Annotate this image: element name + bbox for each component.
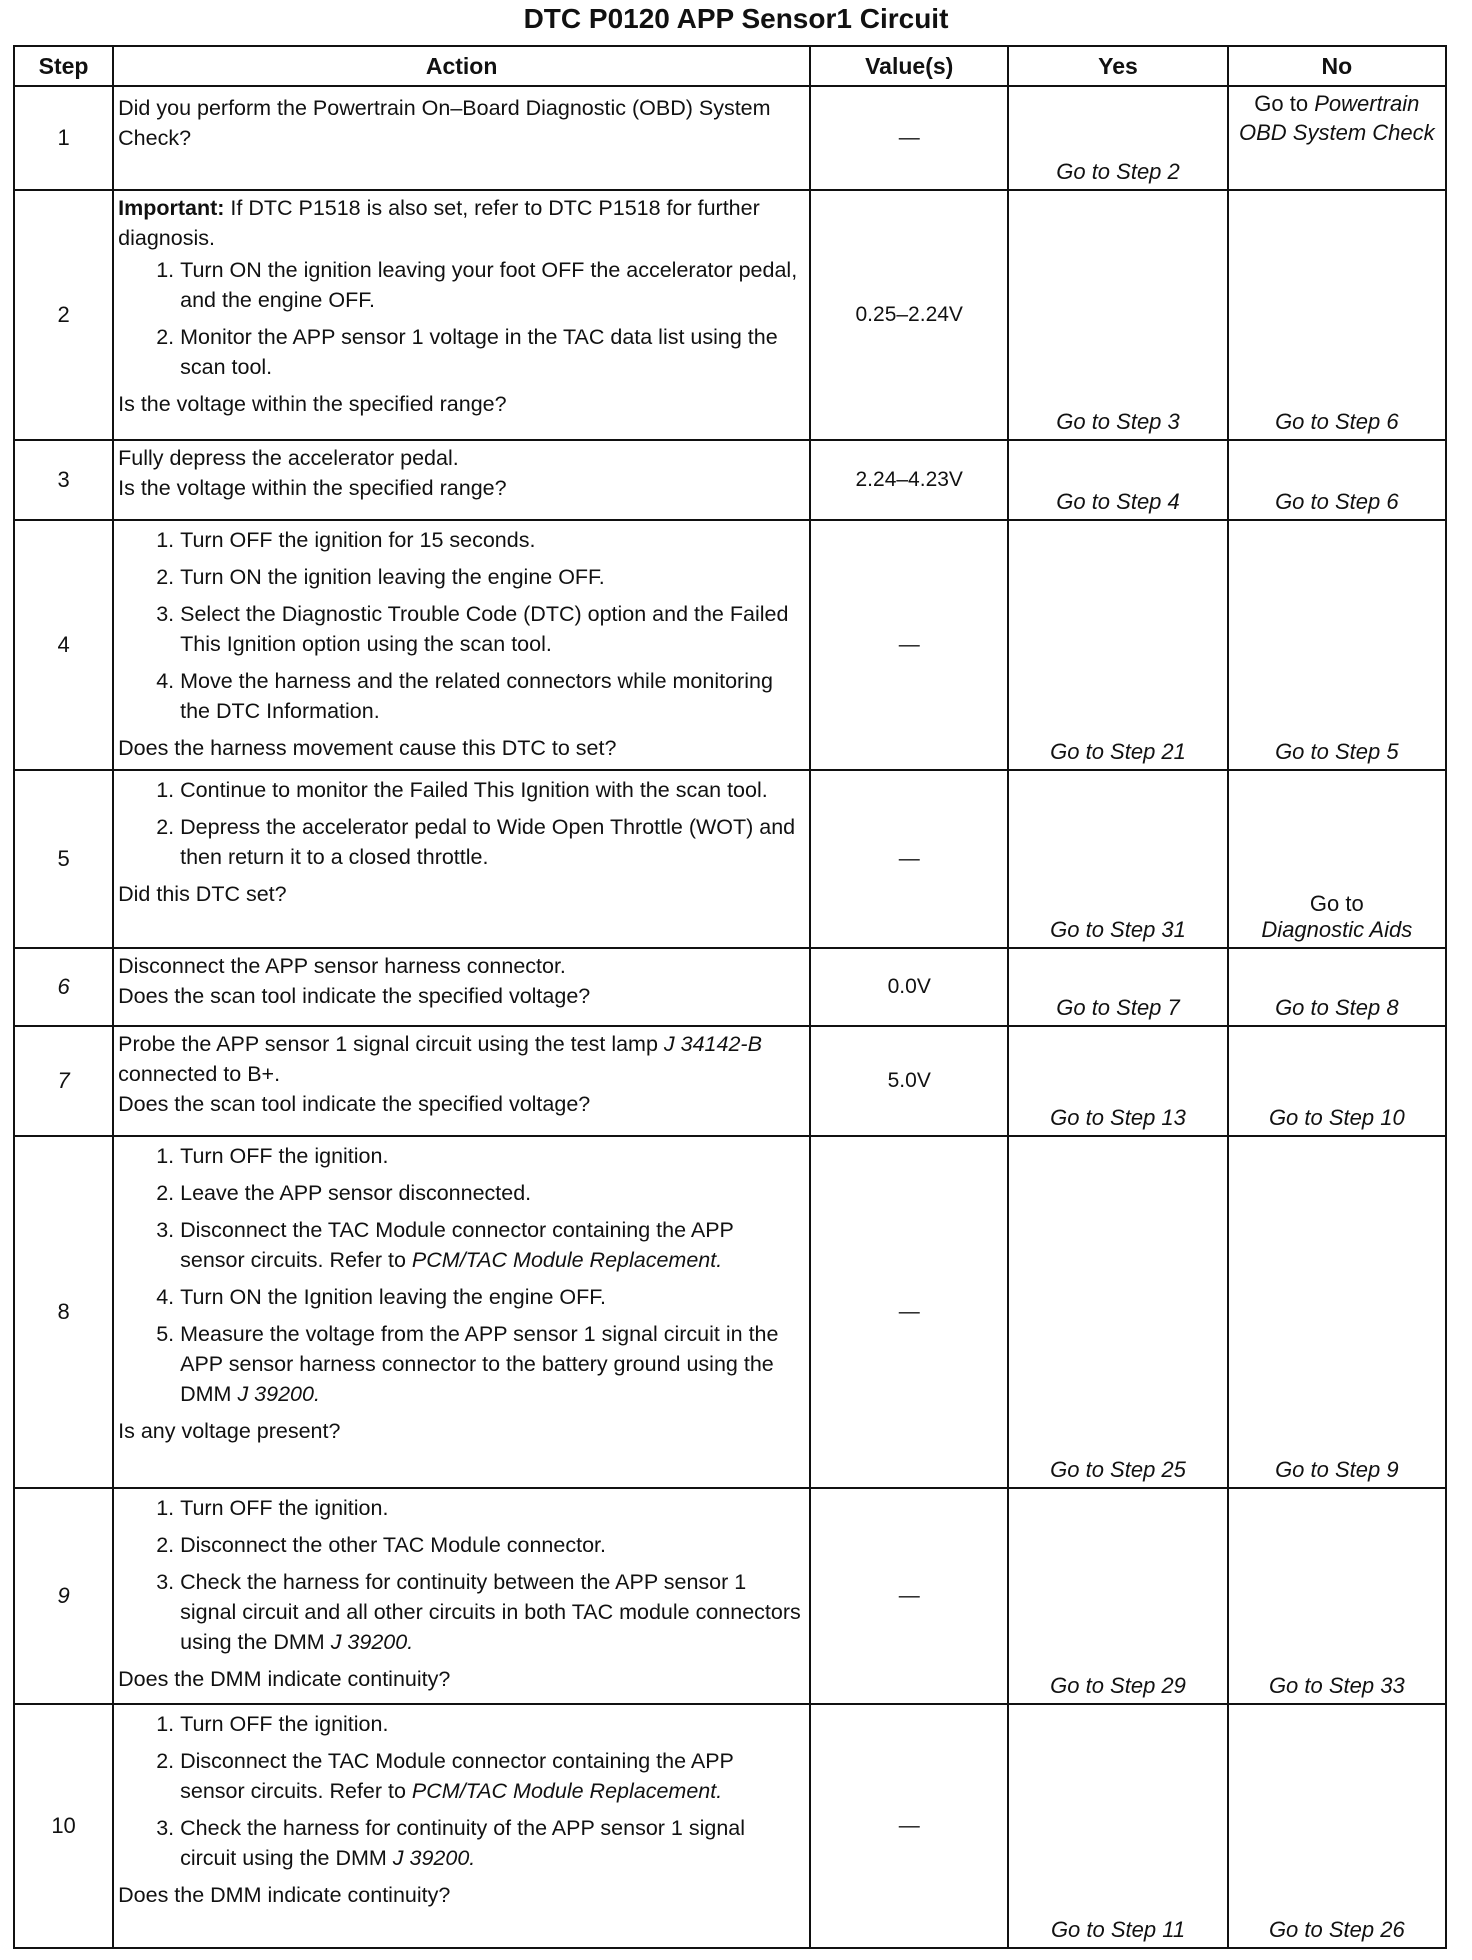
question-text: Does the scan tool indicate the specified voltage? [118,984,591,1008]
step-number: 2 [14,190,113,440]
action-text: Disconnect the APP sensor harness connector. [118,954,566,978]
list-item [180,1746,803,1806]
yes-link[interactable]: Go to Step 11 [1008,1704,1227,1948]
value-cell: — [810,520,1008,770]
yes-link[interactable]: Go to Step 31 [1008,770,1227,948]
value-cell: — [810,1488,1008,1704]
question-text: Is the voltage within the specified range? [118,392,507,416]
action-cell [113,440,810,520]
yes-link[interactable]: Go to Step 21 [1008,520,1227,770]
action-cell [113,520,810,770]
table-row [14,770,1446,948]
table-row [14,1704,1446,1948]
step-number: 6 [14,948,113,1026]
step-number: 1 [14,86,113,190]
no-link[interactable]: Diagnostic Aids [1261,917,1413,942]
step-number: 7 [14,1026,113,1136]
no-link[interactable]: Go to Step 10 [1228,1026,1446,1136]
list-item-text: Check the harness for continuity between the APP sensor 1 signal circuit and all other circuits in both TAC module connectors using the DMM [180,1570,801,1654]
list-item: 3. Select the Diagnostic Trouble Code (DTC) option and the Failed This Ignition option using the scan tool. [180,599,803,659]
no-link[interactable]: Go to Step 33 [1228,1488,1446,1704]
step-number: 4 [14,520,113,770]
action-cell [113,1026,810,1136]
value-cell: 0.0V [810,948,1008,1026]
list-item: 1. Turn OFF the ignition for 15 seconds. [180,525,803,555]
value-cell: — [810,1704,1008,1948]
list-item: 2. Monitor the APP sensor 1 voltage in the TAC data list using the scan tool. [180,322,803,382]
header-no: No [1228,46,1446,86]
step-list [118,1493,803,1657]
table-row [14,520,1446,770]
step-list [118,1709,803,1873]
list-item: 4. Turn ON the Ignition leaving the engine OFF. [180,1282,803,1312]
action-text-cont: connected to B+. [118,1062,281,1086]
list-item: 1. Turn OFF the ignition. [180,1141,803,1171]
question-text: Does the DMM indicate continuity? [118,1667,451,1691]
question-text: Is the voltage within the specified range? [118,476,507,500]
yes-link[interactable]: Go to Step 25 [1008,1136,1227,1488]
no-cell [1228,86,1446,190]
no-link[interactable]: Go to Step 9 [1228,1136,1446,1488]
action-cell [113,1488,810,1704]
value-cell: — [810,86,1008,190]
tool-ref: J 39200. [330,1630,414,1654]
no-cell [1228,770,1446,948]
important-label: Important: [118,196,225,220]
no-link[interactable]: Powertrain OBD System Check [1239,91,1435,145]
header-yes: Yes [1008,46,1227,86]
list-item [180,1567,803,1657]
list-item: 4. Move the harness and the related connectors while monitoring the DTC Information. [180,666,803,726]
no-link[interactable]: Go to Step 6 [1228,190,1446,440]
no-link[interactable]: Go to Step 5 [1228,520,1446,770]
step-number: 8 [14,1136,113,1488]
action-text: Probe the APP sensor 1 signal circuit using the test lamp [118,1032,658,1056]
reference-link[interactable]: PCM/TAC Module Replacement. [411,1779,723,1803]
no-link[interactable]: Go to Step 8 [1228,948,1446,1026]
yes-link[interactable]: Go to Step 29 [1008,1488,1227,1704]
table-row [14,86,1446,190]
action-cell [113,770,810,948]
table-row [14,1488,1446,1704]
document-title: DTC P0120 APP Sensor1 Circuit [523,3,949,34]
value-cell: — [810,770,1008,948]
table-row [14,440,1446,520]
question-text: Does the scan tool indicate the specified voltage? [118,1092,591,1116]
list-item [180,1813,803,1873]
reference-link[interactable]: PCM/TAC Module Replacement. [411,1248,723,1272]
table-row [14,948,1446,1026]
no-prefix: Go to [1254,91,1309,116]
action-text: Did you perform the Powertrain On–Board Diagnostic (OBD) System Check? [118,96,771,150]
tool-ref: J 39200. [392,1846,476,1870]
list-item [180,1319,803,1409]
step-list [118,775,803,872]
list-item-text: Disconnect the TAC Module connector containing the APP sensor circuits. Refer to [180,1749,734,1803]
step-list [118,1141,803,1409]
list-item: 2. Leave the APP sensor disconnected. [180,1178,803,1208]
action-cell [113,86,810,190]
yes-link[interactable]: Go to Step 2 [1008,86,1227,190]
list-item: 1. Turn OFF the ignition. [180,1493,803,1523]
list-item: 2. Depress the accelerator pedal to Wide Open Throttle (WOT) and then return it to a closed throttle. [180,812,803,872]
header-row [14,46,1446,86]
step-number: 3 [14,440,113,520]
value-cell: 0.25–2.24V [810,190,1008,440]
list-item-text: Measure the voltage from the APP sensor 1 signal circuit in the APP sensor harness connector to the battery ground using the DMM [180,1322,779,1406]
value-cell: 5.0V [810,1026,1008,1136]
table-row [14,1026,1446,1136]
step-number: 5 [14,770,113,948]
step-number: 10 [14,1704,113,1948]
question-text: Did this DTC set? [118,882,287,906]
tool-ref: J 34142-B [663,1032,762,1056]
list-item: 2. Disconnect the other TAC Module connector. [180,1530,803,1560]
question-text: Does the DMM indicate continuity? [118,1883,451,1907]
yes-link[interactable]: Go to Step 7 [1008,948,1227,1026]
action-cell [113,1136,810,1488]
step-list [118,255,803,382]
list-item: 1. Turn ON the ignition leaving your foot OFF the accelerator pedal, and the engine OFF. [180,255,803,315]
action-cell [113,190,810,440]
value-cell: 2.24–4.23V [810,440,1008,520]
list-item: 1. Turn OFF the ignition. [180,1709,803,1739]
value-cell: — [810,1136,1008,1488]
important-text: If DTC P1518 is also set, refer to DTC P1518 for further diagnosis. [118,196,760,250]
list-item [180,1215,803,1275]
list-item-text: Disconnect the TAC Module connector containing the APP sensor circuits. Refer to [180,1218,734,1272]
table-row [14,190,1446,440]
question-text: Is any voltage present? [118,1419,341,1443]
action-cell [113,948,810,1026]
no-link[interactable]: Go to Step 6 [1228,440,1446,520]
diagnostic-table [13,45,1447,1949]
header-values: Value(s) [810,46,1008,86]
list-item-text: Check the harness for continuity of the APP sensor 1 signal circuit using the DMM [180,1816,746,1870]
step-list [118,525,803,726]
header-step: Step [14,46,113,86]
tool-ref: J 39200. [237,1382,320,1406]
no-link[interactable]: Go to Step 26 [1228,1704,1446,1948]
header-action: Action [113,46,810,86]
no-prefix: Go to [1309,891,1364,916]
action-text: Fully depress the accelerator pedal. [118,446,459,470]
table-row [14,1136,1446,1488]
list-item: 2. Turn ON the ignition leaving the engine OFF. [180,562,803,592]
action-cell [113,1704,810,1948]
step-number: 9 [14,1488,113,1704]
yes-link[interactable]: Go to Step 4 [1008,440,1227,520]
question-text: Does the harness movement cause this DTC to set? [118,736,617,760]
yes-link[interactable]: Go to Step 13 [1008,1026,1227,1136]
list-item: 1. Continue to monitor the Failed This Ignition with the scan tool. [180,775,803,805]
yes-link[interactable]: Go to Step 3 [1008,190,1227,440]
